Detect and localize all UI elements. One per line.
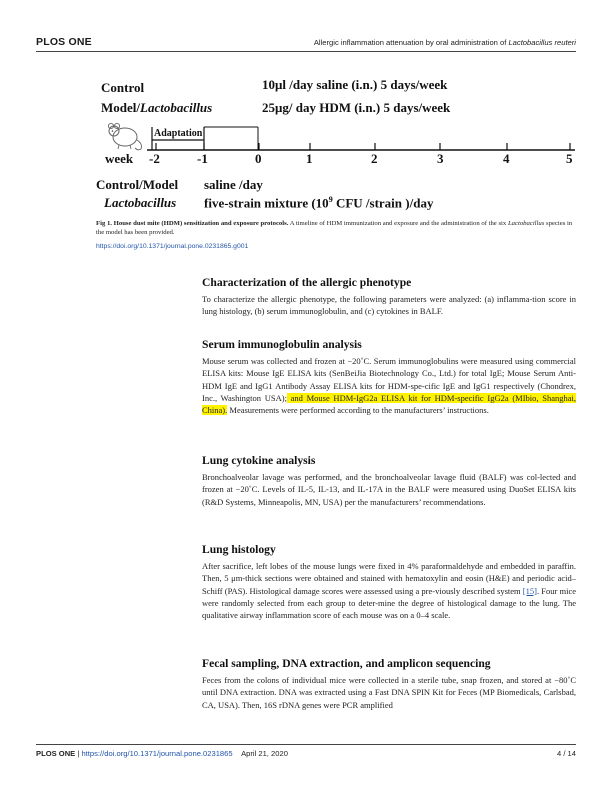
footer xyxy=(36,749,288,758)
figure-caption xyxy=(96,219,576,237)
tick-label: -1 xyxy=(197,151,208,166)
section-heading-serum-immunoglobulin: Serum immunoglobulin analysis xyxy=(202,338,362,351)
timeline-axis xyxy=(100,138,600,178)
running-title-species: Lactobacillus reuteri xyxy=(508,38,576,47)
tick-label: -2 xyxy=(149,151,160,166)
paragraph-histology-text-b: . Four mice were randomly selected from each group to deter-mine the degree of histological damage to the lung. The qualitative airway inflammation score of each mouse was on a 0–4 scale. xyxy=(202,585,576,621)
figure-row4-text xyxy=(204,195,433,211)
figure-doi-link[interactable]: https://doi.org/10.1371/journal.pone.0231865.g001 xyxy=(96,243,249,250)
footer-separator: | xyxy=(75,749,82,758)
figure-label-model xyxy=(101,100,212,116)
figure-row1-text: 10μl /day saline (i.n.) 5 days/week xyxy=(262,77,448,92)
tick-label: 1 xyxy=(306,151,313,166)
caption-title: Fig 1. House dust mite (HDM) sensitization and exposure protocols. xyxy=(96,220,289,227)
figure-label-lactobacillus: Lactobacillus xyxy=(104,195,177,210)
figure-row4-exponent: 9 xyxy=(328,195,333,204)
journal-name: PLOS ONE xyxy=(36,36,92,48)
section-heading-lung-cytokine: Lung cytokine analysis xyxy=(202,454,316,467)
paragraph-fecal-sampling: Feces from the colons of individual mice were collected in a sterile tube, snap frozen, and stored at −80˚C until DNA extraction. DNA was extracted using a Fast DNA SPIN Kit for Feces (MP Biomedicals, Carlsbad, CA, USA). Then, 16S rDNA genes were PCR amplified xyxy=(202,675,576,710)
reference-link[interactable]: [15] xyxy=(522,585,537,596)
figure-row4-text-b: CFU /strain )/day xyxy=(332,195,434,211)
paragraph-serum-immunoglobulin xyxy=(202,355,576,416)
adaptation-label: Adaptation xyxy=(154,128,203,139)
highlighted-text: and Mouse HDM-IgG2a ELISA kit for HDM-specific IgG2a (MIbio, Shanghai, China). xyxy=(202,392,576,416)
figure-label-model-species: Lactobacillus xyxy=(140,100,213,115)
caption-text-b: species in the model has been provided. xyxy=(96,220,573,236)
figure-label-control: Control xyxy=(101,80,145,95)
paragraph-serum-text-b: Measurements were performed according to the manufacturers’ instructions. xyxy=(227,405,489,416)
caption-species: Lactobacillus xyxy=(507,220,545,227)
section-heading-fecal-sampling: Fecal sampling, DNA extraction, and amplicon sequencing xyxy=(202,657,491,670)
caption-text-a: A timeline of HDM immunization and exposure and the administration of the six xyxy=(288,220,508,227)
section-heading-allergic-phenotype: Characterization of the allergic phenotype xyxy=(202,276,412,289)
paragraph-lung-cytokine: Bronchoalveolar lavage was performed, and the bronchoalveolar lavage fluid (BALF) was col-lected and frozen at −20˚C. Levels of IL-5, IL-13, and IL-17A in the BALF were measured using DuoSet ELISA kits (R&D Systems, Minneapolis, MN, USA) per the manufacturers’ recommendations. xyxy=(202,472,576,507)
paragraph-lung-histology xyxy=(202,560,576,621)
tick-label: 4 xyxy=(503,151,510,166)
paragraph-allergic-phenotype: To characterize the allergic phenotype, the following parameters were analyzed: (a) inflamma-tion score in lung histology, (b) serum immunoglobulin, and (c) cytokines in BALF. xyxy=(202,294,576,317)
paragraph-serum-text-a: Mouse serum was collected and frozen at −20˚C. Serum immunoglobulins were measured using commercial ELISA kits: Mouse IgE ELISA kits (SenBeiJia Biotechnology Co., Ltd.) for total IgE; Mouse Serum Anti-HDM IgE and IgG1 Antibody Assay ELISA kits for HDM-spe-cific IgE and IgG1 respectively (Chondrex, Inc., Washington USA); xyxy=(202,356,576,403)
tick-label: 2 xyxy=(371,151,378,166)
figure-1 xyxy=(0,0,612,230)
page-number: 4 / 14 xyxy=(557,749,576,758)
figure-row3-text: saline /day xyxy=(204,177,263,192)
section-heading-lung-histology: Lung histology xyxy=(202,543,276,556)
figure-label-model-prefix: Model/ xyxy=(101,100,140,115)
tick-label: 3 xyxy=(437,151,444,166)
footer-rule xyxy=(36,744,576,745)
figure-label-control-model: Control/Model xyxy=(96,177,179,192)
footer-date: April 21, 2020 xyxy=(241,749,288,758)
footer-doi-link[interactable]: https://doi.org/10.1371/journal.pone.0231865 xyxy=(81,749,233,758)
running-title-prefix: Allergic inflammation attenuation by oral administration of xyxy=(313,38,509,47)
tick-label: 5 xyxy=(566,151,573,166)
figure-row2-text: 25μg/ day HDM (i.n.) 5 days/week xyxy=(262,100,451,115)
paragraph-histology-text-a: After sacrifice, left lobes of the mouse lungs were fixed in 4% paraformaldehyde and embedded in paraffin. Then, 5 μm-thick sections were obtained and stained with hematoxylin and eosin (H&E) and periodic acid–Schiff (PAS). Histological damage scores were assessed using a pre-viously described system xyxy=(202,561,576,596)
figure-row4-text-a: five-strain mixture (10 xyxy=(204,195,329,211)
week-label: week xyxy=(105,151,134,166)
footer-journal: PLOS ONE xyxy=(36,749,76,758)
tick-label: 0 xyxy=(255,151,262,166)
